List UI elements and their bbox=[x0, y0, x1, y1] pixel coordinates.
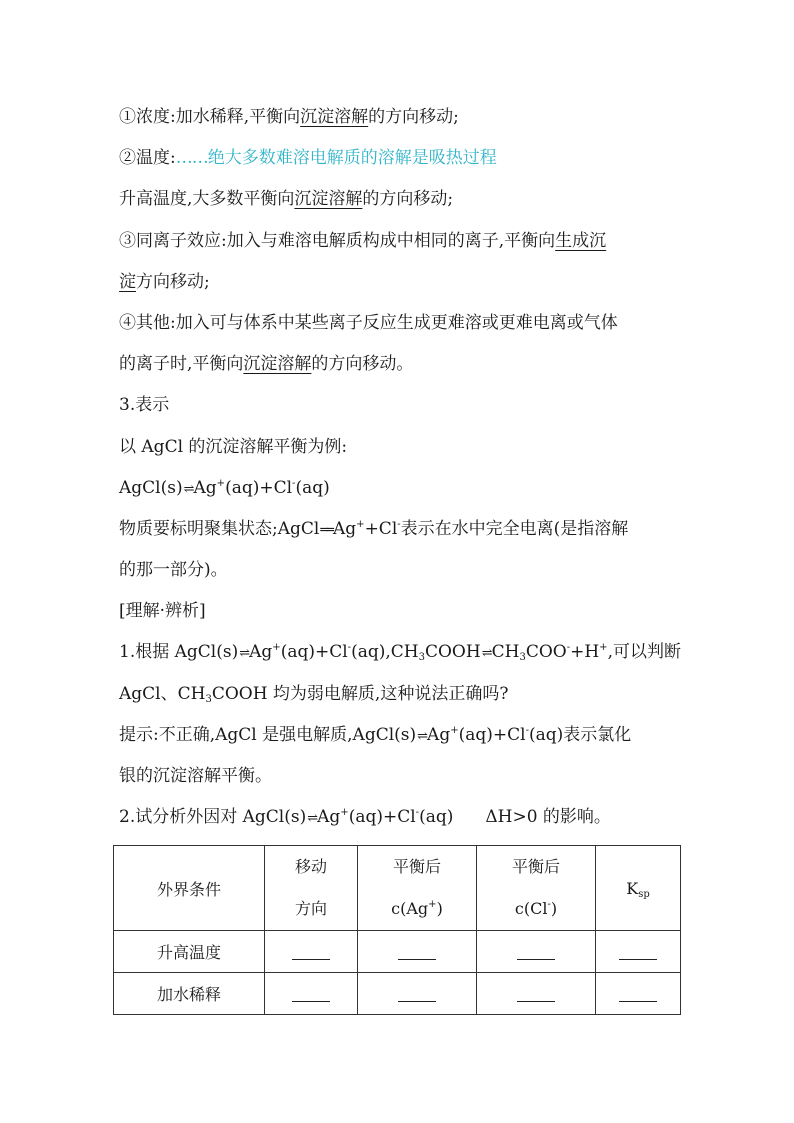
answer-blank bbox=[477, 931, 596, 973]
answer-blank bbox=[265, 931, 358, 973]
row-label: 加水稀释 bbox=[114, 973, 265, 1015]
row-label: 升高温度 bbox=[114, 931, 265, 973]
answer-blank bbox=[596, 931, 681, 973]
header-cl-concentration: 平衡后 c(Cl-) bbox=[477, 846, 596, 931]
line-other: ④其他:加入可与体系中某些离子反应生成更难溶或更难电离或气体 bbox=[119, 312, 618, 333]
header-ag-concentration: 平衡后 c(Ag+) bbox=[358, 846, 477, 931]
equilibrium-arrow-icon: ⇌ bbox=[417, 728, 427, 744]
question-2: 2.试分析外因对 AgCl(s)⇌Ag+(aq)+Cl-(aq) ΔH>0 的影响。 bbox=[119, 807, 611, 828]
line-state-note: 物质要标明聚集状态;AgCl══Ag++Cl-表示在水中完全电离(是指溶解 bbox=[119, 518, 629, 539]
line-temperature: ②温度:……绝大多数难溶电解质的溶解是吸热过程 bbox=[119, 148, 497, 169]
section-heading-representation: 3.表示 bbox=[119, 395, 170, 416]
annotation-dots: …… bbox=[175, 148, 208, 169]
table-row bbox=[114, 973, 681, 1015]
equilibrium-arrow-icon: ⇌ bbox=[183, 481, 193, 497]
section-heading-understand: [理解·辨析] bbox=[119, 601, 206, 622]
table-header-row bbox=[114, 846, 681, 931]
equilibrium-arrow-icon: ⇌ bbox=[239, 646, 249, 662]
line-concentration: ①浓度:加水稀释,平衡向沉淀溶解的方向移动; bbox=[119, 107, 459, 127]
header-shift-direction: 移动 方向 bbox=[265, 846, 358, 931]
hint-1-cont: 银的沉淀溶解平衡。 bbox=[119, 766, 272, 786]
underlined-answer: 淀 bbox=[119, 271, 136, 292]
line-raise-temperature: 升高温度,大多数平衡向沉淀溶解的方向移动; bbox=[119, 189, 454, 210]
equilibrium-arrow-icon: ⇌ bbox=[481, 646, 491, 662]
equilibrium-arrow-icon: ⇌ bbox=[307, 811, 317, 827]
underlined-answer: 生成沉 bbox=[555, 230, 607, 251]
underlined-answer: 沉淀溶解 bbox=[243, 354, 312, 375]
answer-blank bbox=[596, 973, 681, 1015]
question-1: 1.根据 $AgCl(s)\rightleftharpoons Ag^+(aq)+Cl^-(aq),CH_3COOH\rightleftharpoons CH_3COO^-+H^+$,可以判断 bbox=[119, 642, 681, 664]
equals-sign-icon: ══ bbox=[320, 522, 332, 538]
header-ksp: $K_{sp}$ bbox=[596, 846, 681, 931]
underlined-answer: 沉淀溶解 bbox=[300, 107, 369, 127]
annotation-note: 绝大多数难溶电解质的溶解是吸热过程 bbox=[207, 148, 497, 169]
line-example-intro: 以 AgCl 的沉淀溶解平衡为例: bbox=[119, 436, 348, 457]
hint-1: 提示:不正确,AgCl 是强电解质,AgCl(s)⇌Ag+(aq)+Cl-(aq)表示氯化 bbox=[119, 724, 632, 745]
underlined-answer: 沉淀溶解 bbox=[294, 189, 363, 210]
answer-blank bbox=[265, 973, 358, 1015]
document-body bbox=[119, 103, 684, 844]
conditions-table bbox=[113, 845, 681, 1015]
line-common-ion: ③同离子效应:加入与难溶电解质构成中相同的离子,平衡向生成沉 bbox=[119, 230, 607, 251]
answer-blank bbox=[358, 973, 477, 1015]
answer-blank bbox=[358, 931, 477, 973]
header-external-condition: 外界条件 bbox=[114, 846, 265, 931]
question-1-cont: AgCl、$CH_3COOH$ 均为弱电解质,这种说法正确吗? bbox=[119, 683, 509, 705]
line-other-cont: 的离子时,平衡向沉淀溶解的方向移动。 bbox=[119, 354, 414, 375]
equation-agcl: AgCl(s)⇌Ag+(aq)+Cl-(aq) bbox=[119, 477, 330, 498]
answer-blank bbox=[477, 973, 596, 1015]
line-state-note-cont: 的那一部分)。 bbox=[119, 560, 228, 581]
table-row bbox=[114, 931, 681, 973]
line-common-ion-cont: 淀方向移动; bbox=[119, 271, 210, 292]
